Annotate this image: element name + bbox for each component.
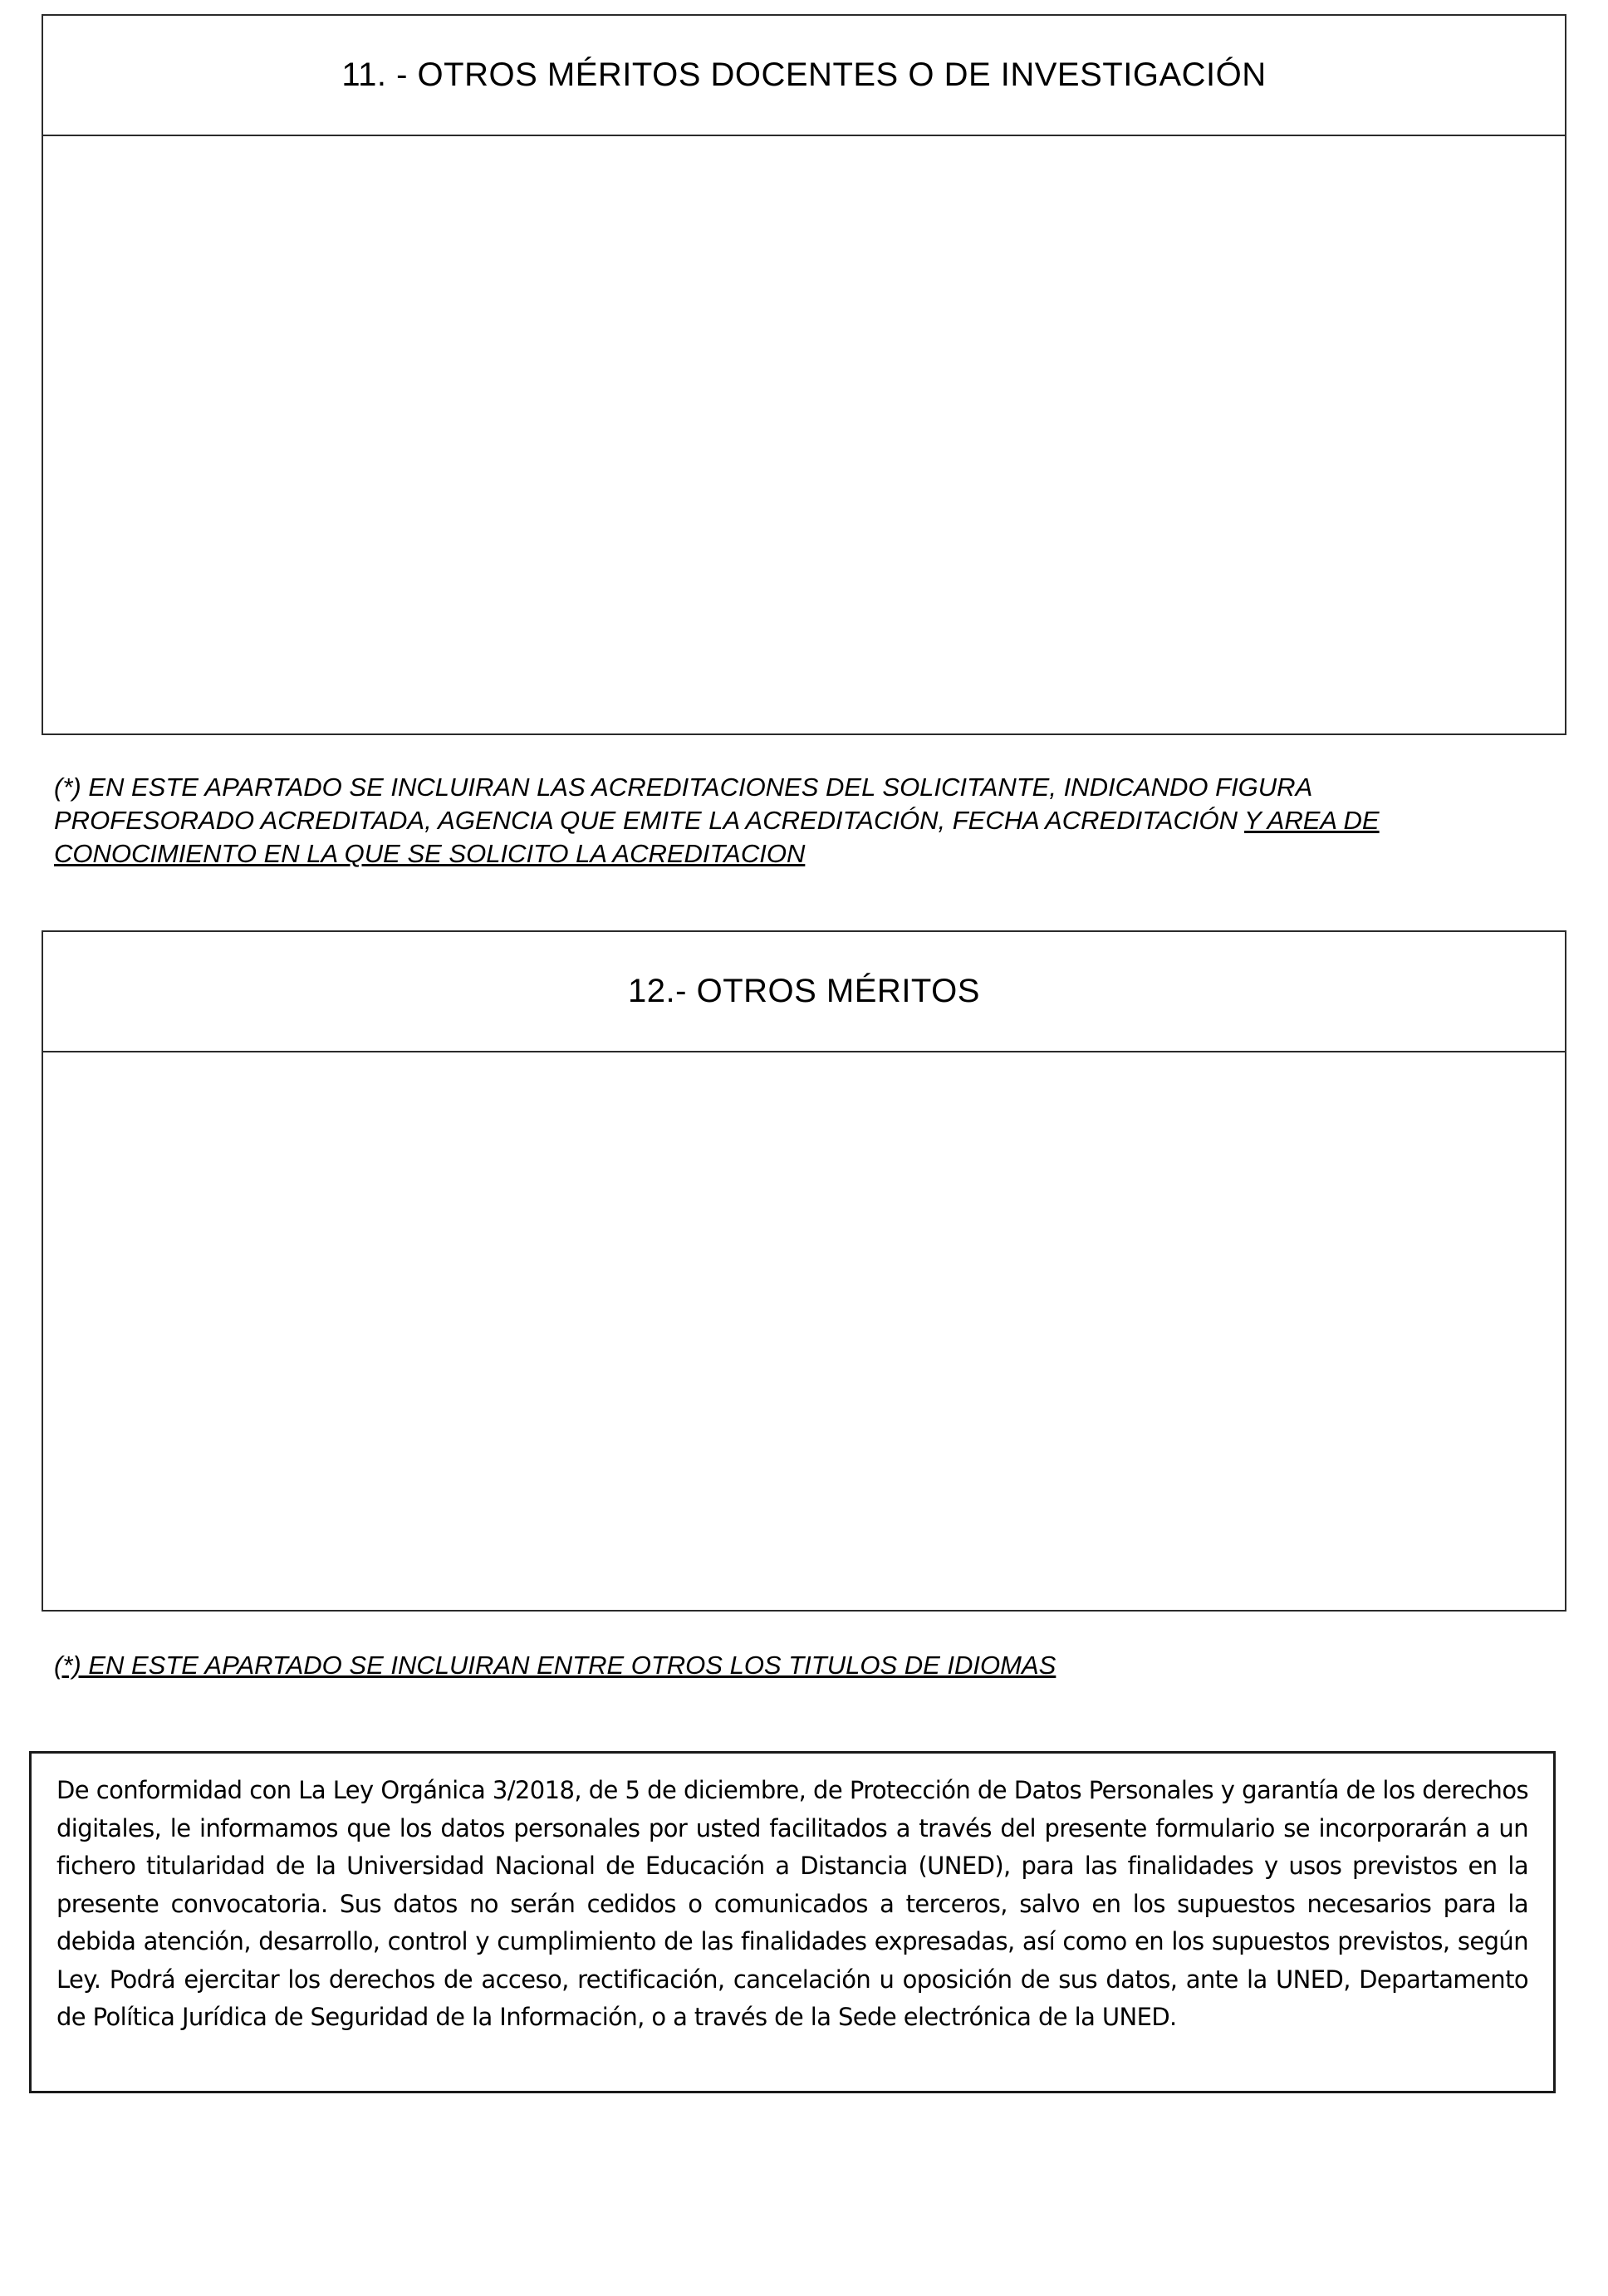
section-11-note-underlined: Y AREA DE CONOCIMIENTO EN LA QUE SE SOLICITO LA ACREDITACION — [54, 806, 1380, 868]
section-11-box — [42, 14, 1566, 735]
section-11-note-text: (*) EN ESTE APARTADO SE INCLUIRAN LAS ACREDITACIONES DEL SOLICITANTE, INDICANDO FIGURA PROFESORADO ACREDITADA, AGENCIA QUE EMITE LA ACREDITACIÓN, FECHA ACREDITACIÓN — [54, 773, 1312, 835]
section-12-note: (*) EN ESTE APARTADO SE INCLUIRAN ENTRE OTROS LOS TITULOS DE IDIOMAS — [54, 1651, 1056, 1680]
section-12-box — [42, 930, 1566, 1612]
privacy-notice-text: De conformidad con La Ley Orgánica 3/2018, de 5 de diciembre, de Protección de Datos Personales y garantía de los derechos digitales, le informamos que los datos personales por usted facilitados a través del presente formulario se incorporarán a un fichero titularidad de la Universidad Nacional de Educación a Distancia (UNED), para las finalidades y usos previstos en la presente convocatoria. Sus datos no serán cedidos o comunicados a terceros, salvo en los supuestos necesarios para la debida atención, desarrollo, control y cumplimiento de las finalidades expresadas, así como en los supuestos previstos, según Ley. Podrá ejercitar los derechos de acceso, rectificación, cancelación u oposición de sus datos, ante la UNED, Departamento de Política Jurídica de Seguridad de la Información, o a través de la Sede electrónica de la UNED. — [56, 1776, 1528, 2031]
privacy-notice-box — [29, 1751, 1556, 2093]
section-11-note — [54, 771, 1516, 871]
section-12-title: 12.- OTROS MÉRITOS — [43, 932, 1565, 1052]
section-11-title: 11. - OTROS MÉRITOS DOCENTES O DE INVESTIGACIÓN — [43, 16, 1565, 136]
